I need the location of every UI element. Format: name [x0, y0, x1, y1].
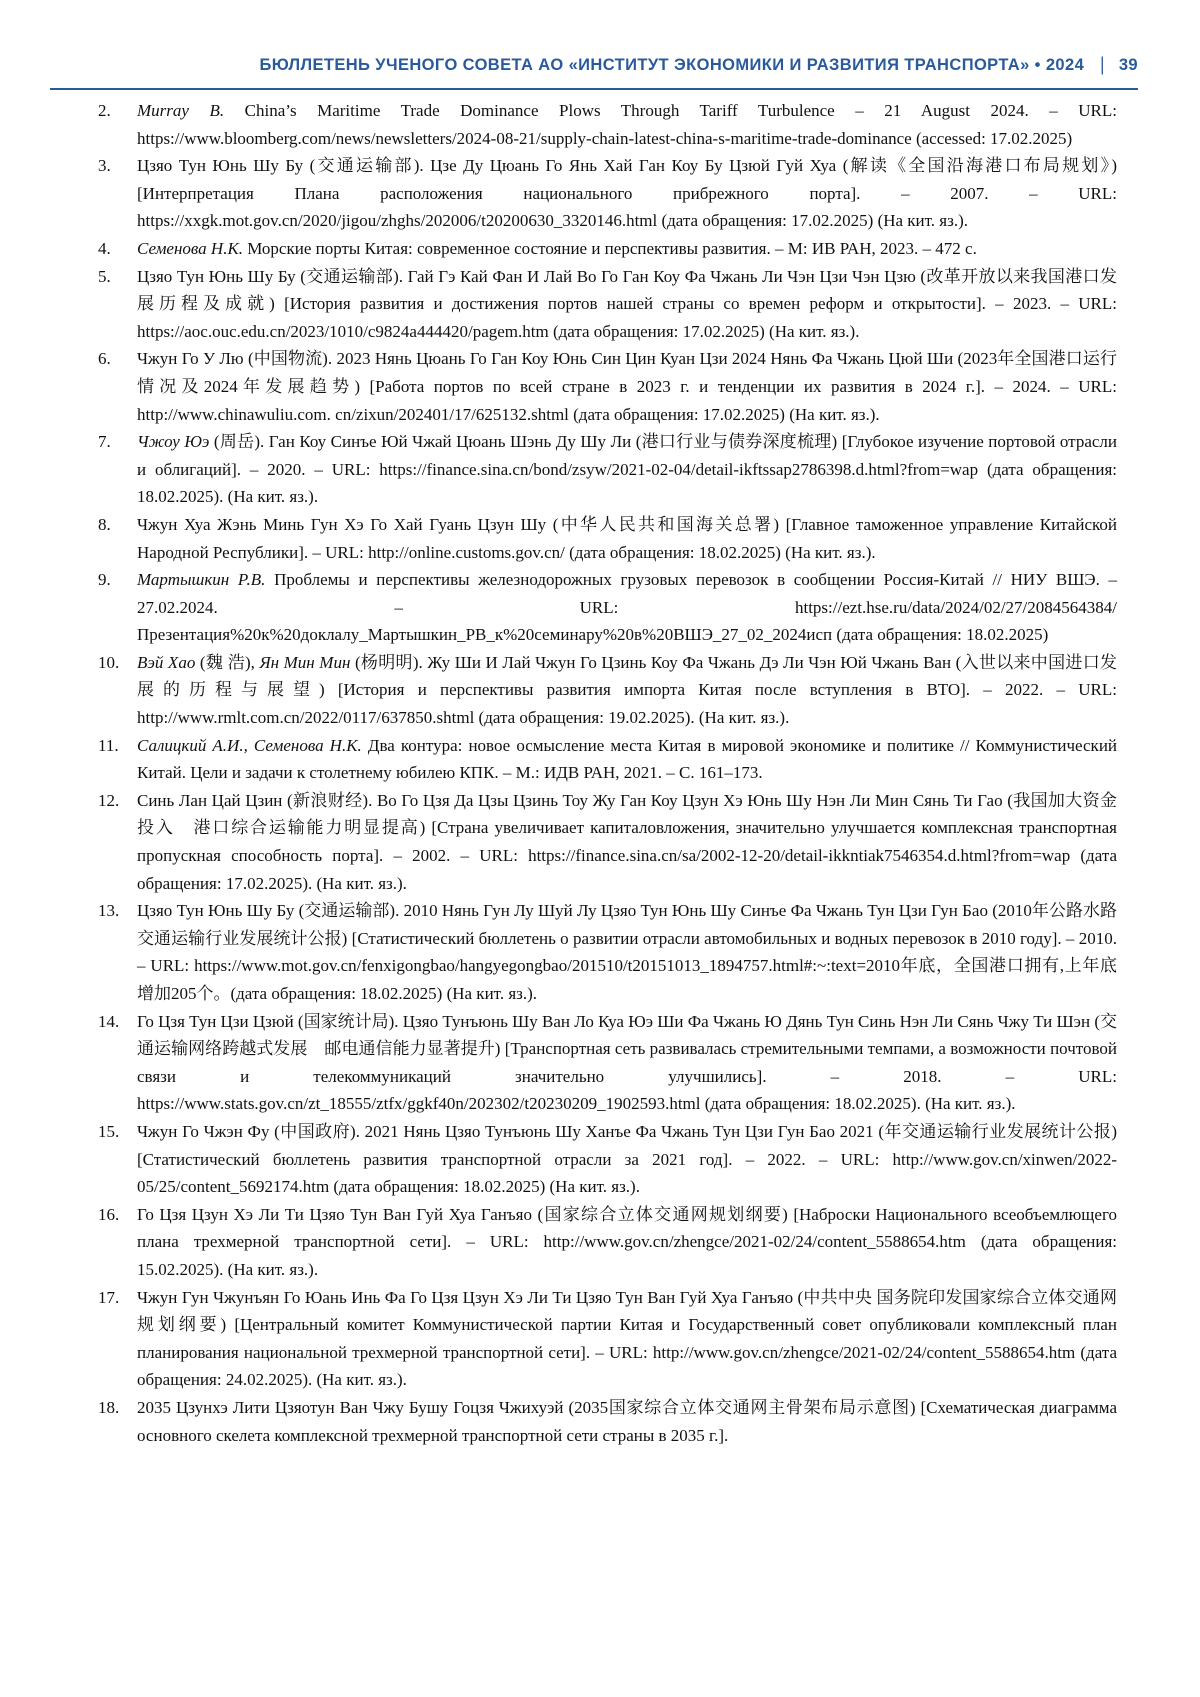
journal-title: БЮЛЛЕТЕНЬ УЧЕНОГО СОВЕТА АО «ИНСТИТУТ ЭКОНОМИКИ И РАЗВИТИЯ ТРАНСПОРТА» • 2024: [259, 56, 1085, 74]
reference-number: 11.: [98, 735, 119, 755]
running-head: [50, 56, 1138, 90]
reference-author: Ян Мин Мин: [259, 652, 351, 672]
reference-item: [98, 1118, 1117, 1201]
reference-text-segment: Проблемы и перспективы железнодорожных грузовых перевозок в сообщении Россия-Китай // НИУ ВШЭ. – 27.02.2024. – URL: https://ezt.hse.ru/data/2024/02/27/2084564384/Презентация%20к%20доклалу_Мартышкин_РВ_к%20семинару%20в%20ВШЭ_27_02_2024исп (дата обращения: 18.02.2025): [137, 570, 1117, 645]
reference-item: [98, 345, 1117, 428]
reference-text-segment: (杨明明). Жу Ши И Лай Чжун Го Цзинь Коу Фа Чжань Дэ Ли Чэн Юй Чжань Ван (入世以来中国进口发展的历程与展望) [История и перспективы развития импорта Китая после вступления в ВТО]. – 2022. – URL: http://www.rmlt.com.cn/2022/0117/637850.shtml (дата обращения: 19.02.2025). (На кит. яз.).: [137, 652, 1118, 728]
reference-text-segment: Цзяо Тун Юнь Шу Бу (交通运输部). Цзе Ду Цюань Го Янь Хай Ган Коу Бу Цзюй Гуй Хуа (解读《全国沿海港口布局规划》) [Интерпретация Плана расположения национального прибрежного порта]. – 2007. – URL: https://xxgk.mot.gov.cn/2020/jigou/zhghs/202006/t20200630_3320146.html (дата обращения: 17.02.2025) (На кит. яз.).: [137, 156, 1117, 231]
reference-item: [98, 152, 1117, 235]
reference-number: 18.: [98, 1397, 120, 1417]
reference-number: 15.: [98, 1121, 120, 1141]
reference-number: 14.: [98, 1011, 120, 1031]
reference-text: [137, 1008, 1117, 1118]
reference-number: 12.: [98, 790, 120, 810]
reference-number: 2.: [98, 101, 111, 120]
reference-number: 3.: [98, 156, 111, 176]
reference-author: Вэй Хао: [137, 652, 196, 672]
reference-item: [98, 235, 1117, 263]
references-list: [98, 97, 1117, 1449]
page-number: 39: [1118, 56, 1138, 74]
reference-author: Семенова Н.К.: [137, 238, 243, 258]
reference-item: [98, 263, 1117, 346]
reference-text: [137, 1284, 1117, 1394]
reference-item: [98, 1394, 1117, 1449]
reference-number: 9.: [98, 570, 111, 590]
reference-author: Салицкий А.И., Семенова Н.К.: [137, 735, 362, 755]
reference-author: Murray B.: [137, 101, 225, 120]
reference-item: [98, 97, 1117, 152]
reference-text-segment: (周岳). Ган Коу Синъе Юй Чжай Цюань Шэнь Ду Шу Ли (港口行业与债券深度梳理) [Глубокое изучение портовой отрасли и облигаций]. – 2020. – URL: https://finance.sina.cn/bond/zsyw/2021-02-04/detail-ikftssap2786398.d.html?from=wap (дата обращения: 18.02.2025). (На кит. яз.).: [137, 432, 1117, 507]
reference-item: [98, 1201, 1117, 1284]
reference-item: [98, 732, 1117, 787]
reference-number: 16.: [98, 1204, 120, 1224]
reference-text: [137, 1394, 1117, 1449]
reference-text-segment: Чжун Гун Чжунъян Го Юань Инь Фа Го Цзя Цзун Хэ Ли Ти Цзяо Тун Ван Гуй Хуа Ганъяо (中共中央 国务院印发国家综合立体交通网规划纲要) [Центральный комитет Коммунистической партии Китая и Государственный совет опубликовали комплексный план планирования национальной трехмерной транспортной сети]. – URL: http://www.gov.cn/zhengce/2021-02/24/content_5588654.htm (дата обращения: 24.02.2025). (На кит. яз.).: [137, 1287, 1117, 1390]
page-header: [0, 0, 1200, 90]
reference-text-segment: Морские порты Китая: современное состояние и перспективы развития. – М: ИВ РАН, 2023. – 472 с.: [242, 238, 977, 258]
reference-text-segment: Цзяо Тун Юнь Шу Бу (交通运输部). Гай Гэ Кай Фан И Лай Во Го Ган Коу Фа Чжань Ли Чэн Цзи Чэн Цзю (改革开放以来我国港口发展历程及成就) [История развития и достижения портов нашей страны со времен реформ и открытости]. – 2023. – URL: https://aoc.ouc.edu.cn/2023/1010/c9824a444420/pagem.htm (дата обращения: 17.02.2025) (На кит. яз.).: [137, 266, 1117, 341]
reference-item: [98, 649, 1117, 732]
reference-text-segment: Чжун Хуа Жэнь Минь Гун Хэ Го Хай Гуань Цзун Шу (中华人民共和国海关总署) [Главное таможенное управление Китайской Народной Республики]. – URL: http://online.customs.gov.cn/ (дата обращения: 18.02.2025) (На кит. яз.).: [137, 514, 1117, 562]
reference-text: [137, 345, 1117, 428]
reference-text-segment: Го Цзя Тун Цзи Цзюй (国家统计局). Цзяо Тунъюнь Шу Ван Ло Куа Юэ Ши Фа Чжань Ю Дянь Тун Синь Нэн Ли Сянь Чжу Ти Шэн (交通运输网络跨越式发展 邮电通信能力显著提升) [Транспортная сеть развивалась стремительными темпами, а возможности почтовой связи и телекоммуникаций значительно улучшились]. – 2018. – URL: https://www.stats.gov.cn/zt_18555/ztfx/ggkf40n/202302/t20230209_1902593.html (дата обращения: 18.02.2025). (На кит. яз.).: [137, 1011, 1117, 1114]
reference-item: [98, 511, 1117, 566]
reference-number: 4.: [98, 238, 111, 258]
reference-number: 7.: [98, 432, 111, 452]
reference-number: 17.: [98, 1287, 120, 1307]
reference-number: 8.: [98, 514, 111, 534]
reference-number: 5.: [98, 266, 111, 286]
reference-text-segment: 2035 Цзунхэ Лити Цзяотун Ван Чжу Бушу Гоцзя Чжихуэй (2035国家综合立体交通网主骨架布局示意图) [Схематическая диаграмма основного скелета комплексной трехмерной транспортной сети страны в 2035 г.].: [137, 1397, 1117, 1445]
reference-text: [137, 263, 1117, 346]
reference-text-segment: Два контура: новое осмысление места Китая в мировой экономике и политике // Коммунистический Китай. Цели и задачи к столетнему юбилею КПК. – М.: ИДВ РАН, 2021. – С. 161–173.: [137, 735, 1118, 783]
header-separator: |: [1100, 54, 1105, 76]
reference-item: [98, 1284, 1117, 1394]
reference-text-segment: Го Цзя Цзун Хэ Ли Ти Цзяо Тун Ван Гуй Хуа Ганъяо (国家综合立体交通网规划纲要) [Наброски Национального всеобъемлющего плана трехмерной транспортной сети]. – URL: http://www.gov.cn/zhengce/2021-02/24/content_5588654.htm (дата обращения: 15.02.2025). (На кит. яз.).: [137, 1204, 1117, 1279]
reference-item: [98, 897, 1117, 1007]
reference-text: [137, 649, 1117, 732]
reference-number: 6.: [98, 349, 111, 369]
references-section: [0, 90, 1200, 1449]
reference-text: [137, 732, 1117, 787]
reference-text: [137, 428, 1117, 511]
reference-text-segment: Чжун Го У Лю (中国物流). 2023 Нянь Цюань Го Ган Коу Юнь Син Цин Куан Цзи 2024 Нянь Фа Чжань Цюй Ши (2023年全国港口运行情况及2024年发展趋势) [Работа портов по всей стране в 2023 г. и тенденции их развития в 2024 г.]. – 2024. – URL: http://www.chinawuliu.com. cn/zixun/202401/17/625132.shtml (дата обращения: 17.02.2025) (На кит. яз.).: [137, 349, 1117, 424]
reference-text-segment: Цзяо Тун Юнь Шу Бу (交通运输部). 2010 Нянь Гун Лу Шуй Лу Цзяо Тун Юнь Шу Синъе Фа Чжань Тун Цзи Гун Бао (2010年公路水路交通运输行业发展统计公报) [Статистический бюллетень о развитии отрасли автомобильных и водных перевозок в 2010 году]. – 2010. – URL: https://www.mot.gov.cn/fenxigongbao/hangyegongbao/201510/t20151013_1894757.html#:~:text=2010年底，全国港口拥有,上年底增加205个。(дата обращения: 18.02.2025) (На кит. яз.).: [137, 901, 1117, 1003]
reference-text: [137, 152, 1117, 235]
reference-text-segment: Синь Лан Цай Цзин (新浪财经). Во Го Цзя Да Цзы Цзинь Тоу Жу Ган Коу Цзун Хэ Юнь Шу Нэн Ли Мин Сянь Ти Гао (我国加大资金投入 港口综合运输能力明显提高) [Страна увеличивает капиталовложения, значительно улучшается комплексная транспортная пропускная способность порта]. – 2002. – URL: https://finance.sina.cn/sa/2002-12-20/detail-ikkntiak7546354.d.html?from=wap (дата обращения: 17.02.2025). (На кит. яз.).: [137, 790, 1117, 893]
reference-item: [98, 787, 1117, 897]
reference-item: [98, 428, 1117, 511]
reference-text-segment: Чжун Го Чжэн Фу (中国政府). 2021 Нянь Цзяо Тунъюнь Шу Ханъе Фа Чжань Тун Цзи Гун Бао 2021 (年交通运输行业发展统计公报) [Статистический бюллетень развития транспортной отрасли за 2021 год]. – 2022. – URL: http://www.gov.cn/xinwen/2022-05/25/content_5692174.htm (дата обращения: 18.02.2025) (На кит. яз.).: [137, 1121, 1117, 1197]
reference-text: [137, 511, 1117, 566]
reference-item: [98, 566, 1117, 649]
reference-text: [137, 97, 1117, 152]
reference-number: 13.: [98, 901, 120, 921]
reference-text: [137, 1201, 1117, 1284]
reference-number: 10.: [98, 652, 120, 672]
reference-text: [137, 566, 1117, 649]
reference-author: Мартышкин Р.В.: [137, 570, 266, 590]
reference-text-segment: China’s Maritime Trade Dominance Plows Through Tariff Turbulence – 21 August 2024. – URL: https://www.bloomberg.com/news/newsletters/2024-08-21/supply-chain-latest-china-s-maritime-trade-dominance (accessed: 17.02.2025): [137, 101, 1118, 148]
reference-text: [137, 787, 1117, 897]
reference-text: [137, 235, 1117, 263]
reference-author: Чжоу Юэ: [137, 432, 210, 452]
reference-text-segment: (魏 浩),: [195, 652, 260, 672]
reference-item: [98, 1008, 1117, 1118]
reference-text: [137, 1118, 1117, 1201]
reference-text: [137, 897, 1117, 1007]
